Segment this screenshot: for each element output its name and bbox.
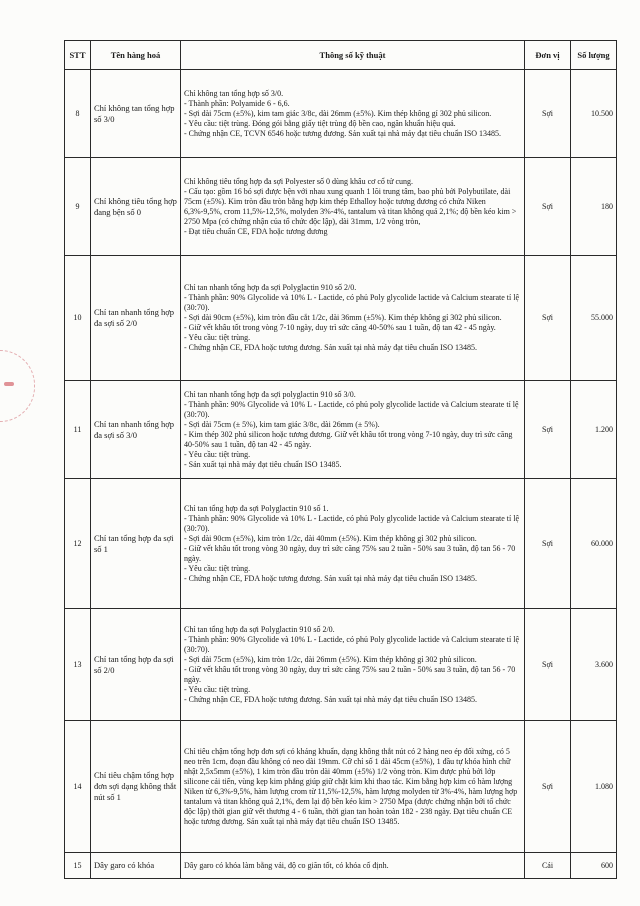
- spec-line: - Sợi dài 90cm (±5%), kim tròn 1/2c, dài 40mm (±5%). Kim thép không gỉ 302 phủ silicon.: [184, 533, 477, 543]
- red-stamp-fragment: [0, 350, 35, 422]
- row-unit: Sợi: [525, 721, 571, 853]
- row-unit: Sợi: [525, 381, 571, 479]
- row-name: Chỉ tan tổng hợp đa sợi số 2/0: [91, 609, 181, 721]
- row-stt: 14: [65, 721, 91, 853]
- row-stt: 10: [65, 256, 91, 381]
- spec-line: - Cấu tạo: gồm 16 bó sợi được bện với nhau xung quanh 1 lõi trung tâm, bao phủ bởi Polybutilate, dài 75cm (±5%). Kim tròn đầu tròn bằng hợp kim thép Ethalloy hoặc tương đương có chứa Niken 6,3%-9,5%, crom 11,5%-12,5%, molyden 3%-4%, tantalum và titan không quá 2,1%; độ bền kéo kim > 2750 Mpa (có chứng nhận của tổ chức độc lập), dài 31mm, 1/2 vòng tròn,: [184, 186, 517, 226]
- row-spec: [181, 609, 525, 721]
- row-stt: 12: [65, 479, 91, 609]
- table-row: [65, 853, 617, 879]
- spec-line: - Yêu cầu: tiệt trùng. Đóng gói bằng giấy tiệt trùng độ bền cao, ngăn khuẩn hiệu quả.: [184, 118, 456, 128]
- spec-line: Dây garo có khóa làm bằng vải, độ co giãn tốt, có khóa cố định.: [184, 860, 389, 870]
- spec-line: - Chứng nhận CE, FDA hoặc tương đương. Sản xuất tại nhà máy đạt tiêu chuẩn ISO 13485.: [184, 573, 477, 583]
- row-name: Chỉ tan nhanh tổng hợp đa sợi số 3/0: [91, 381, 181, 479]
- row-spec: [181, 70, 525, 158]
- table-row: [65, 381, 617, 479]
- row-qty: 60.000: [571, 479, 617, 609]
- row-qty: 1.080: [571, 721, 617, 853]
- row-unit: Sợi: [525, 256, 571, 381]
- table-row: [65, 256, 617, 381]
- row-qty: 3.600: [571, 609, 617, 721]
- spec-line: Chỉ tan nhanh tổng hợp đa sợi polyglactin 910 số 3/0.: [184, 389, 356, 399]
- spec-line: - Sản xuất tại nhà máy đạt tiêu chuẩn ISO 13485.: [184, 459, 342, 469]
- row-spec: [181, 853, 525, 879]
- row-qty: 600: [571, 853, 617, 879]
- spec-line: - Yêu cầu: tiệt trùng.: [184, 563, 251, 573]
- stamp-mark: [4, 382, 14, 386]
- spec-line: - Sợi dài 75cm (±5%), kim tròn 1/2c, dài 26mm (±5%). Kim thép không gỉ 302 phủ silicon.: [184, 654, 477, 664]
- row-spec: [181, 721, 525, 853]
- spec-line: - Yêu cầu: tiệt trùng.: [184, 449, 251, 459]
- row-qty: 55.000: [571, 256, 617, 381]
- header-spec: Thông số kỹ thuật: [181, 41, 525, 70]
- row-spec: [181, 479, 525, 609]
- table-body: [65, 70, 617, 879]
- spec-line: Chỉ không tan tổng hợp số 3/0.: [184, 88, 284, 98]
- spec-line: - Yêu cầu: tiệt trùng.: [184, 333, 251, 342]
- row-name: Chỉ tan nhanh tổng hợp đa sợi số 2/0: [91, 256, 181, 381]
- spec-line: Chỉ tan tổng hợp đa sợi Polyglactin 910 số 1.: [184, 503, 329, 513]
- header-stt: STT: [65, 41, 91, 70]
- header-name: Tên hàng hoá: [91, 41, 181, 70]
- spec-line: - Kim thép 302 phủ silicon hoặc tương đương. Giữ vết khâu tốt trong vòng 7-10 ngày, duy trì sức căng 40-50% sau 1 tuần, độ tan 42 - 45 ngày.: [184, 429, 513, 449]
- row-stt: 9: [65, 158, 91, 256]
- spec-line: Chỉ tan tổng hợp đa sợi Polyglactin 910 số 2/0.: [184, 624, 335, 634]
- row-stt: 13: [65, 609, 91, 721]
- spec-line: - Chứng nhận CE, FDA hoặc tương đương. Sản xuất tại nhà máy đạt tiêu chuẩn ISO 13485.: [184, 694, 477, 704]
- row-stt: 8: [65, 70, 91, 158]
- row-name: Chỉ không tiêu tổng hợp đang bện số 0: [91, 158, 181, 256]
- row-qty: 180: [571, 158, 617, 256]
- spec-line: Chỉ tiêu chậm tổng hợp đơn sợi có kháng khuẩn, dạng không thắt nút có 2 hàng neo ép đối xứng, có 5 neo trên 1cm, đoạn đầu không có neo dài 19mm. Cỡ chỉ số 1 dài 45cm (±5%), 1 đầu tự khóa hình chữ nhật 2,5x5mm (±5%), 1 kim tròn đầu tròn dài 40mm (±5%) 1/2 vòng tròn. Kim được phủ bởi lớp silicone cải tiến, vùng kẹp kim phẳng giúp giữ chặt kim khi thao tác. Kim bằng hợp kim có hàm lượng Niken từ 6,3%-9,5%, hàm lượng crom từ 11,5%-12,5%, hàm lượng molyden từ 3%-4%, hàm lượng hợp tantalum và titan không quá 2,1%, đem lại độ bền kéo kim > 2750 Mpa (được chứng nhận bởi tổ chức độc lập) thời gian giữ vết thương 4 - 6 tuần, thời gian tan hoàn toàn 182 - 238 ngày. Đạt tiêu chuẩn CE hoặc tương đương. Sản xuất tại nhà máy đạt tiêu chuẩn ISO 13485.: [184, 746, 518, 826]
- spec-line: - Thành phần: Polyamide 6 - 6,6.: [184, 98, 290, 108]
- row-name: Chỉ tan tổng hợp đa sợi số 1: [91, 479, 181, 609]
- spec-line: - Giữ vết khâu tốt trong vòng 30 ngày, duy trì sức căng 75% sau 2 tuần - 50% sau 3 tuần, độ tan 56 - 70 ngày.: [184, 664, 516, 684]
- row-unit: Sợi: [525, 609, 571, 721]
- spec-line: - Thành phần: 90% Glycolide và 10% L - Lactide, có phủ Poly glycolide lactide và Calcium stearate tỉ lệ (30:70).: [184, 513, 520, 533]
- table-row: [65, 158, 617, 256]
- row-spec: [181, 381, 525, 479]
- spec-line: - Đạt tiêu chuẩn CE, FDA hoặc tương đương: [184, 226, 328, 236]
- row-unit: Sợi: [525, 70, 571, 158]
- spec-line: - Giữ vết khâu tốt trong vòng 7-10 ngày, duy trì sức căng 40-50% sau 1 tuần, độ tan 42 - 45 ngày.: [184, 323, 496, 332]
- row-unit: Sợi: [525, 479, 571, 609]
- spec-table: [64, 40, 617, 879]
- spec-line: Chỉ tan nhanh tổng hợp đa sợi Polyglactin 910 số 2/0.: [184, 283, 357, 292]
- spec-line: - Thành phần: 90% Glycolide và 10% L - Lactide, có phủ poly glycolide lactide và Calcium stearate tỉ lệ (30:70).: [184, 399, 519, 419]
- row-spec: [181, 158, 525, 256]
- spec-line: - Giữ vết khâu tốt trong vòng 30 ngày, duy trì sức căng 75% sau 2 tuần - 50% sau 3 tuần, độ tan 56 - 70 ngày.: [184, 543, 516, 563]
- spec-line: - Chứng nhận CE, FDA hoặc tương đương. Sản xuất tại nhà máy đạt tiêu chuẩn ISO 13485.: [184, 343, 477, 352]
- header-unit: Đơn vị: [525, 41, 571, 70]
- row-spec: [181, 256, 525, 381]
- spec-line: - Yêu cầu: tiệt trùng.: [184, 684, 251, 694]
- row-stt: 11: [65, 381, 91, 479]
- row-stt: 15: [65, 853, 91, 879]
- row-qty: 1.200: [571, 381, 617, 479]
- row-name: Chỉ tiêu chậm tổng hợp đơn sợi dạng không thắt nút số 1: [91, 721, 181, 853]
- table-row: [65, 70, 617, 158]
- row-name: Chỉ không tan tổng hợp số 3/0: [91, 70, 181, 158]
- spec-line: - Thành phần: 90% Glycolide và 10% L - Lactide, có phủ Poly glycolide lactide và Calcium stearate tỉ lệ (30:70).: [184, 293, 520, 312]
- spec-line: - Sợi dài 75cm (±5%), kim tam giác 3/8c, dài 26mm (±5%). Kim thép không gỉ 302 phủ silicon.: [184, 108, 492, 118]
- spec-line: - Thành phần: 90% Glycolide và 10% L - Lactide, có phủ Poly glycolide lactide và Calcium stearate tỉ lệ (30:70).: [184, 634, 520, 654]
- spec-line: - Sợi dài 75cm (± 5%), kim tam giác 3/8c, dài 26mm (± 5%).: [184, 419, 380, 429]
- header-qty: Số lượng: [571, 41, 617, 70]
- row-qty: 10.500: [571, 70, 617, 158]
- spec-line: Chỉ không tiêu tổng hợp đa sợi Polyester số 0 dùng khâu cơ cổ tử cung.: [184, 176, 414, 186]
- row-name: Dây garo có khóa: [91, 853, 181, 879]
- table-row: [65, 609, 617, 721]
- table-row: [65, 721, 617, 853]
- row-unit: Sợi: [525, 158, 571, 256]
- spec-line: - Chứng nhận CE, TCVN 6546 hoặc tương đương. Sản xuất tại nhà máy đạt tiêu chuẩn ISO 13485.: [184, 128, 502, 138]
- spec-line: - Sợi dài 90cm (±5%), kim tròn đầu cắt 1/2c, dài 36mm (±5%). Kim thép không gỉ 302 phủ silicon.: [184, 313, 502, 322]
- row-unit: Cái: [525, 853, 571, 879]
- table-row: [65, 479, 617, 609]
- table-header-row: [65, 41, 617, 70]
